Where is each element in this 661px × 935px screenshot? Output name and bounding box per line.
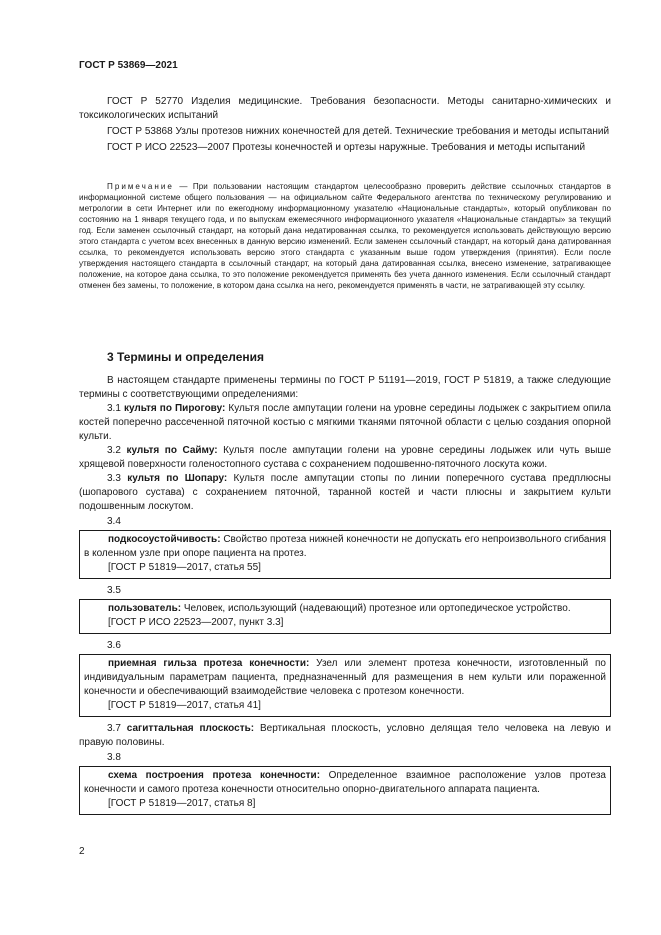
term-number-3-5: 3.5: [107, 585, 121, 596]
term-number: 3.7: [107, 723, 121, 734]
terms-list: [79, 374, 611, 820]
term-definition: Свойство протеза нижней конечности не допускать его непроизвольного сгибания в коленном узле при опоре пациента на протез.: [84, 534, 606, 559]
term-definition: Культя после ампутации голени на уровне середины лодыжек с закрытием опила костей поперечно рассеченной пяточной костью с мягкими тканями пяточной области с целью создания опорной культи.: [79, 403, 611, 442]
note-label: Примечание: [107, 182, 174, 191]
term-definition: Узел или элемент протеза конечности, изготовленный по индивидуальным параметрам пациента, предназначенный для размещения в нем культи или пораженной конечности и обеспечивающий взаимодействие человека с протезом конечности.: [84, 658, 606, 697]
term-number-3-8: 3.8: [107, 752, 121, 763]
term-number: 3.1: [107, 403, 121, 414]
note-paragraph: [79, 181, 611, 291]
term-name: культя по Шопару:: [127, 473, 228, 484]
term-box-3-6: [79, 654, 611, 717]
term-definition: Вертикальная плоскость, условно делящая тело человека на левую и правую половины.: [79, 723, 611, 748]
section-intro: В настоящем стандарте применены термины по ГОСТ Р 51191—2019, ГОСТ Р 51819, а также следующие термины с соответствующими определениями:: [79, 375, 611, 400]
term-number-3-6: 3.6: [107, 640, 121, 651]
term-3-3: [79, 472, 611, 514]
term-definition: Определенное взаимное расположение узлов протеза конечности и самого протеза конечности относительно опорно-двигательного аппарата пациента.: [84, 770, 606, 795]
document-id-header: ГОСТ Р 53869—2021: [79, 60, 178, 71]
section-title: 3 Термины и определения: [107, 350, 265, 364]
term-box-3-5: [79, 599, 611, 634]
term-box-3-4: [79, 530, 611, 579]
note-text: — При пользовании настоящим стандартом целесообразно проверить действие ссылочных стандартов в информационной системе общего пользования — на официальном сайте Федерального агентства по техническому регулированию и метрологии в сети Интернет или по ежегодному информационному указателю «Национальные стандарты», который опубликован по состоянию на 1 января текущего года, и по выпускам ежемесячного информационного указателя «Национальные стандарты» за текущий год. Если заменен ссылочный стандарт, на который дана недатированная ссылка, то рекомендуется использовать действующую версию этого стандарта с учетом всех внесенных в данную версию изменений. Если заменен ссылочный стандарт, на который дана датированная ссылка, то рекомендуется использовать версию этого стандарта с указанным выше годом утверждения (принятия). Если после утверждения настоящего стандарта в ссылочный стандарт, на который дана датированная ссылка, внесено изменение, затрагивающее положение, на которое дана ссылка, то это положение рекомендуется применять без учета данного изменения. Если ссылочный стандарт отменен без замены, то положение, в котором дана ссылка на него, рекомендуется применять в части, не затрагивающей эту ссылку.: [79, 182, 611, 290]
term-number: 3.2: [107, 445, 121, 456]
reference-item: ГОСТ Р 53868 Узлы протезов нижних конечностей для детей. Технические требования и методы испытаний: [107, 126, 610, 137]
term-3-1: [79, 402, 611, 444]
term-definition: Культя после ампутации голени на уровне середины лодыжек или чуть выше хрящевой поверхности голеностопного сустава с сохранением подошвенно-пяточного лоскута кожи.: [79, 445, 612, 470]
term-source: [ГОСТ Р 51819—2017, статья 8]: [108, 798, 256, 809]
page-number: 2: [79, 846, 85, 857]
term-source: [ГОСТ Р 51819—2017, статья 41]: [108, 700, 261, 711]
term-name: пользователь:: [108, 603, 182, 614]
term-number-3-4: 3.4: [107, 516, 121, 527]
normative-references: [79, 95, 611, 157]
term-name: приемная гильза протеза конечности:: [108, 658, 310, 669]
term-definition: Культя после ампутации стопы по линии поперечного сустава предплюсны (шопарового сустава) с сохранением пяточной, таранной костей и части плюсны и закрытием культи подошвенным лоскутом.: [79, 473, 611, 512]
term-name: сагиттальная плоскость:: [126, 723, 255, 734]
term-name: культя по Пирогову:: [123, 403, 226, 414]
term-3-7: [79, 722, 611, 750]
reference-item: ГОСТ Р 52770 Изделия медицинские. Требования безопасности. Методы санитарно-химических и токсикологических испытаний: [79, 96, 611, 121]
term-definition: Человек, использующий (надевающий) протезное или ортопедическое устройство.: [181, 603, 571, 614]
reference-item: ГОСТ Р ИСО 22523—2007 Протезы конечностей и ортезы наружные. Требования и методы испытаний: [107, 142, 586, 153]
term-source: [ГОСТ Р 51819—2017, статья 55]: [108, 562, 261, 573]
term-source: [ГОСТ Р ИСО 22523—2007, пункт 3.3]: [108, 617, 284, 628]
term-name: схема построения протеза конечности:: [108, 770, 321, 781]
term-name: подкосоустойчивость:: [108, 534, 221, 545]
term-name: культя по Сайму:: [126, 445, 218, 456]
term-box-3-8: [79, 766, 611, 815]
term-3-2: [79, 444, 611, 472]
term-number: 3.3: [107, 473, 121, 484]
